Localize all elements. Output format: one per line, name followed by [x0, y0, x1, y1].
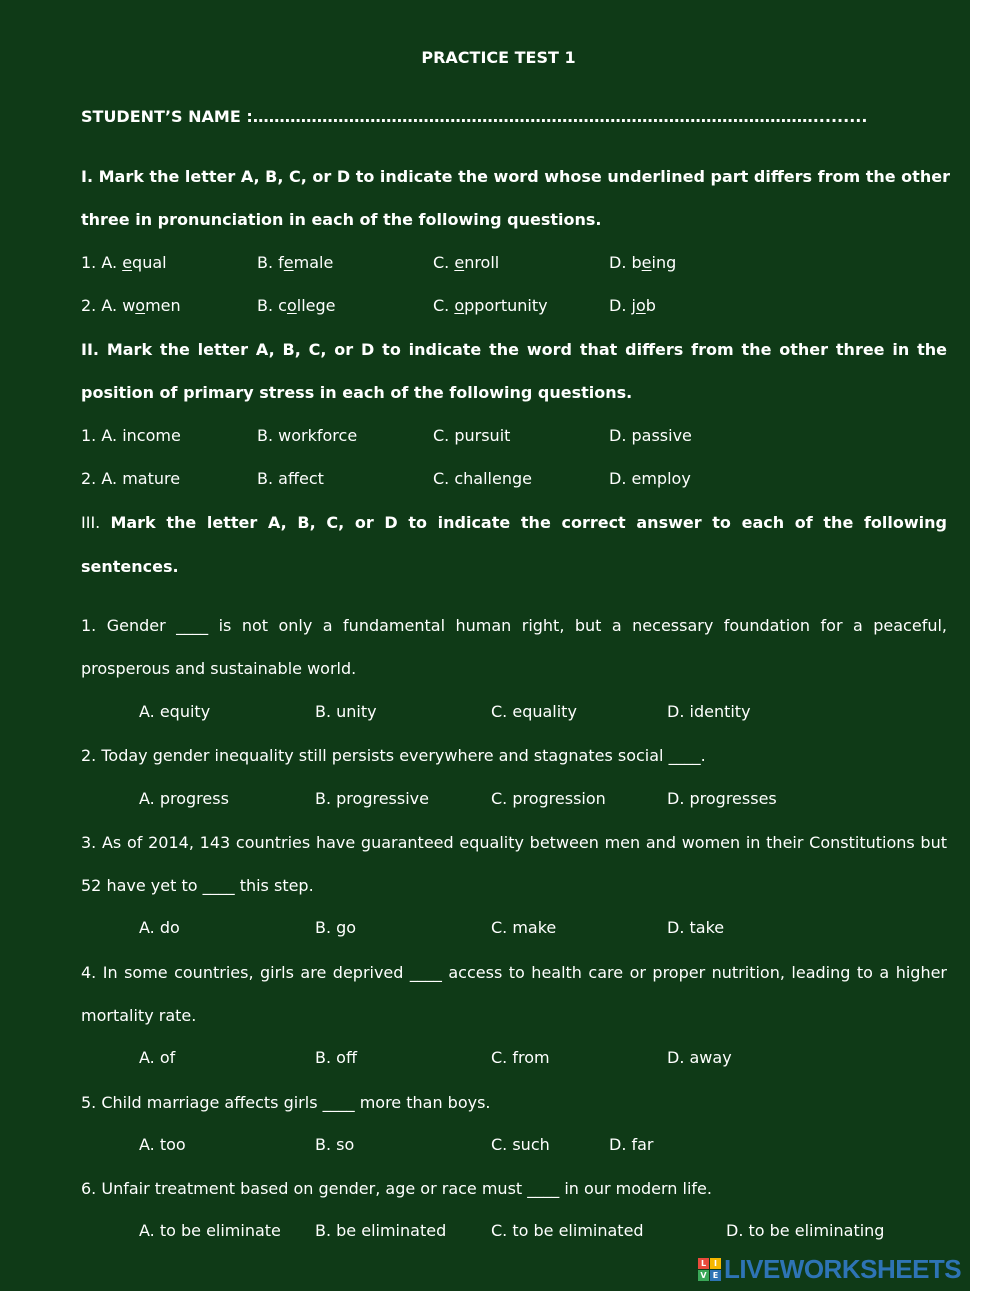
section2-heading-line2: position of primary stress in each of the following questions. [81, 383, 633, 402]
s3-q5-line1: 5. Child marriage affects girls ____ more than boys. [81, 1093, 491, 1112]
s3-q3-line2: 52 have yet to ____ this step. [81, 876, 314, 895]
student-name-line [81, 106, 947, 128]
s3-q6-option-a: A. to be eliminate [139, 1221, 281, 1240]
s2-q2-option-b: B. affect [257, 469, 324, 488]
s1-q2-option-a: 2. A. women [81, 296, 181, 315]
s3-q4-option-d: D. away [667, 1048, 732, 1067]
s3-q2-option-b: B. progressive [315, 789, 429, 808]
s3-q2-option-a: A. progress [139, 789, 229, 808]
liveworksheets-logo-icon: L I V E [698, 1258, 721, 1281]
s1-q1-option-d: D. being [609, 253, 677, 272]
s3-q4-line1: 4. In some countries, girls are deprived ____ access to health care or proper nutrition, leading to a higher [81, 963, 947, 982]
liveworksheets-logo-text: LIVEWORKSHEETS [724, 1253, 962, 1284]
section3-heading-line2: sentences. [81, 557, 179, 576]
s2-q1-option-d: D. passive [609, 426, 692, 445]
s3-q5-option-d: D. far [609, 1135, 654, 1154]
s1-q1-option-a: 1. A. equal [81, 253, 167, 272]
s3-q6-line1: 6. Unfair treatment based on gender, age or race must ____ in our modern life. [81, 1179, 712, 1198]
s3-q3-line1: 3. As of 2014, 143 countries have guaranteed equality between men and women in their Constitutions but [81, 833, 947, 852]
section3-heading-line1 [81, 512, 947, 534]
s3-q6-option-c: C. to be eliminated [491, 1221, 644, 1240]
s3-q2-option-d: D. progresses [667, 789, 777, 808]
s3-q1-option-a: A. equity [139, 702, 211, 721]
s3-q2-line1: 2. Today gender inequality still persists everywhere and stagnates social ____. [81, 746, 706, 765]
s1-q1-option-c: C. enroll [433, 253, 500, 272]
s1-q2-option-d: D. job [609, 296, 656, 315]
s3-q4-option-b: B. off [315, 1048, 357, 1067]
s3-q3-option-b: B. go [315, 918, 357, 937]
s2-q2-option-a: 2. A. mature [81, 469, 181, 488]
section2-heading-line1: II. Mark the letter A, B, C, or D to indicate the word that differs from the other three in the [81, 340, 947, 359]
s3-q6-option-b: B. be eliminated [315, 1221, 447, 1240]
s3-q5-option-c: C. such [491, 1135, 550, 1154]
s3-q1-option-d: D. identity [667, 702, 751, 721]
s3-q3-option-a: A. do [139, 918, 180, 937]
s3-q5-option-b: B. so [315, 1135, 355, 1154]
s2-q1-option-a: 1. A. income [81, 426, 181, 445]
s1-q2-option-c: C. opportunity [433, 296, 548, 315]
s2-q1-option-b: B. workforce [257, 426, 358, 445]
section1-heading-line1: I. Mark the letter A, B, C, or D to indicate the word whose underlined part differs from the other [81, 167, 950, 186]
s3-q5-option-a: A. too [139, 1135, 186, 1154]
section1-heading-line2: three in pronunciation in each of the following questions. [81, 210, 602, 229]
s2-q1-option-c: C. pursuit [433, 426, 511, 445]
page-title: PRACTICE TEST 1 [421, 48, 576, 67]
student-name-dots: ……………………………………………………………………………………………......... [252, 107, 868, 126]
s3-q1-line2: prosperous and sustainable world. [81, 659, 357, 678]
s3-q3-option-d: D. take [667, 918, 725, 937]
s1-q2-option-b: B. college [257, 296, 336, 315]
liveworksheets-watermark [698, 1253, 962, 1284]
section3-numeral: III. [81, 513, 101, 532]
s2-q2-option-d: D. employ [609, 469, 691, 488]
s3-q4-option-a: A. of [139, 1048, 176, 1067]
student-name-label: STUDENT’S NAME : [81, 107, 253, 126]
s3-q1-option-b: B. unity [315, 702, 377, 721]
section3-heading-text: Mark the letter A, B, C, or D to indicate the correct answer to each of the following [110, 513, 947, 532]
s3-q6-option-d: D. to be eliminating [726, 1221, 885, 1240]
s3-q2-option-c: C. progression [491, 789, 606, 808]
s2-q2-option-c: C. challenge [433, 469, 532, 488]
s3-q3-option-c: C. make [491, 918, 557, 937]
s3-q4-option-c: C. from [491, 1048, 550, 1067]
s3-q1-option-c: C. equality [491, 702, 577, 721]
s1-q1-option-b: B. female [257, 253, 334, 272]
s3-q4-line2: mortality rate. [81, 1006, 197, 1025]
s3-q1-line1: 1. Gender ____ is not only a fundamental human right, but a necessary foundation for a peaceful, [81, 616, 947, 635]
